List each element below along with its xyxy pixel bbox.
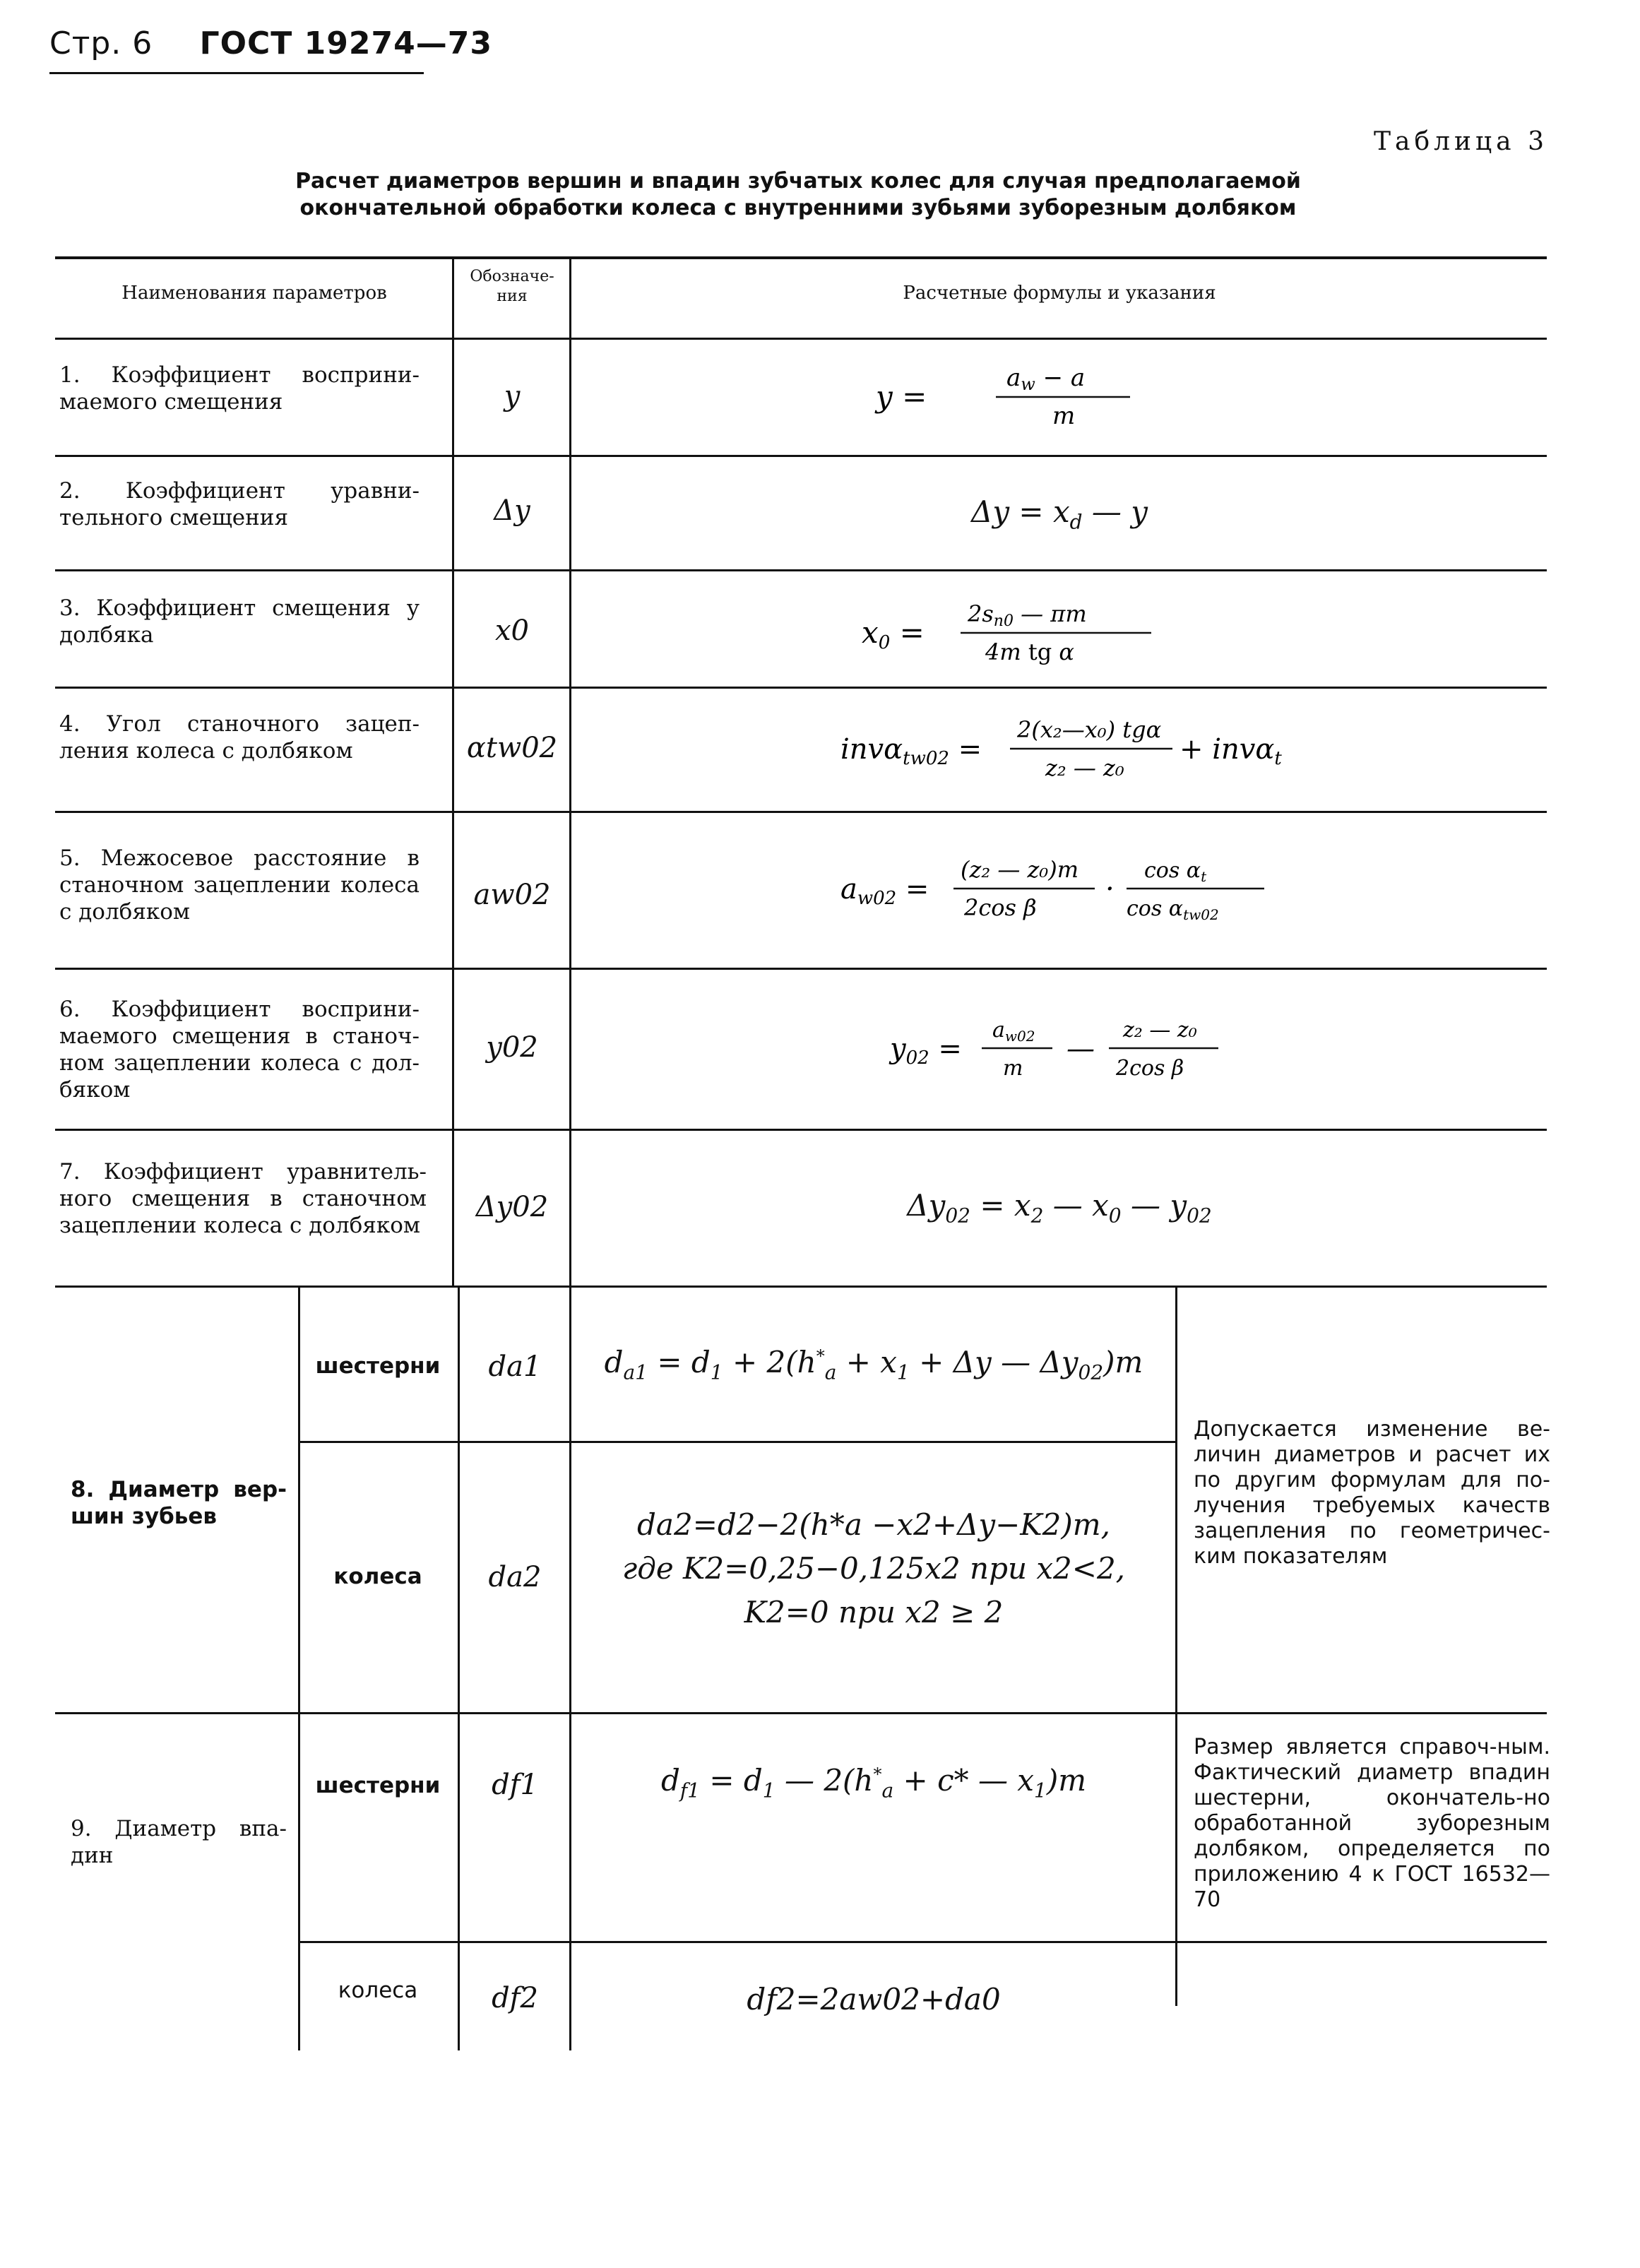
param-name: 1. Коэффициент восприни-маемого смещения: [59, 362, 420, 415]
svg-text:aw02 =: $a_{w02}$ =: [840, 873, 929, 909]
svg-text:y =: y =: [876, 379, 927, 414]
row-rule: [55, 455, 1547, 457]
page-number: Стр. 6: [49, 25, 153, 61]
formula-svg: [890, 1014, 1229, 1085]
param-name: 7. Коэффициент уравнитель-ного смещения в станочном зацеплении колеса с долбяком: [59, 1159, 427, 1238]
formula-line: da2=d2−2(h*a −x2+Δy−K2)m,: [637, 1507, 1110, 1542]
column-rule: [298, 1286, 300, 2050]
svg-text:2cos β: 2cos β: [964, 894, 1037, 921]
svg-text:4m tg α: 4m tg α: [985, 639, 1074, 665]
table-caption: [268, 168, 1328, 222]
row-rule: [55, 968, 1547, 970]
svg-text:y02 =: $y_{02}$ =: [890, 1033, 962, 1069]
formula: $d_{f1} = d_1$ — $2(h^*_a + c*$ — $x_1)m$: [660, 1763, 1087, 1803]
row-rule: [55, 1286, 1547, 1288]
param-symbol: Δy: [494, 494, 530, 527]
svg-text:x0 =: x0 =: [862, 615, 925, 653]
svg-text:2(x₂—x₀) tgα: 2(x₂—x₀) tgα: [1017, 716, 1162, 743]
param-symbol: da1: [488, 1350, 542, 1383]
svg-text:—: —: [1066, 1033, 1095, 1065]
formula-svg: [876, 363, 1243, 431]
svg-text:aw − a: aw − a: [1006, 364, 1086, 394]
param-name: 2. Коэффициент уравни-тельного смещения: [59, 478, 420, 530]
formula-line: K2=0 при x2 ≥ 2: [744, 1595, 1004, 1629]
subrow-label: колеса: [338, 1978, 418, 2003]
formula-line: где K2=0,25−0,125x2 при x2<2,: [622, 1551, 1126, 1586]
header-name: Наименования параметров: [121, 283, 387, 304]
svg-text:·: ·: [1105, 873, 1115, 906]
param-name: 9. Диаметр впа-дин: [71, 1816, 287, 1868]
table-number: Таблица 3: [1374, 127, 1548, 156]
param-name: 4. Угол станочного зацеп-ления колеса с долбяком: [59, 711, 420, 764]
svg-text:invαtw02 =: invα$_{tw02}$ =: [840, 733, 982, 769]
subrow-label: шестерни: [315, 1773, 441, 1798]
formula: [572, 363, 1547, 431]
formula: [572, 855, 1547, 925]
formula: $d_{a1} = d_1 + 2(h^*_a + x_1 + \Delta y$ — $\Delta y_{02})m$: [604, 1345, 1143, 1384]
row-rule: [55, 811, 1547, 813]
formula: [572, 599, 1547, 667]
header-bottom-rule: [55, 338, 1547, 340]
svg-text:+ invαt: + invα$_t$: [1180, 733, 1282, 769]
param-name: 5. Межосевое расстояние в станочном зацеплении колеса с долбяком: [59, 845, 420, 925]
formula: $\Delta y_{02} = x_2$ — $x_0$ — $y_{02}$: [907, 1188, 1212, 1228]
formula: [572, 1503, 1175, 1634]
svg-text:2cos β: 2cos β: [1116, 1056, 1184, 1081]
row-rule: [55, 1712, 1547, 1714]
row-rule: [55, 687, 1547, 689]
subrow-rule: [298, 1441, 1175, 1443]
formula-svg: [840, 715, 1282, 785]
param-symbol: da2: [488, 1561, 542, 1593]
param-name: 3. Коэффициент смещения у долбяка: [59, 595, 420, 648]
svg-text:cos αtw02: $\cos \alpha_{tw02}$: [1127, 896, 1219, 923]
param-symbol: x0: [494, 615, 529, 647]
formula: df2=2aw02+da0: [747, 1982, 1001, 2017]
header-rule: [49, 72, 424, 74]
header-symbol: Обозначе-ния: [470, 268, 554, 305]
row-rule: [55, 569, 1547, 571]
table-top-rule: [55, 256, 1547, 259]
param-symbol: αtw02: [466, 732, 558, 764]
subrow-rule: [298, 1941, 1547, 1943]
svg-text:cos αt: $\cos \alpha_t$: [1144, 858, 1207, 885]
param-name: 8. Диаметр вер-шин зубьев: [71, 1477, 287, 1529]
svg-text:(z₂ — z₀)m: (z₂ — z₀)m: [961, 856, 1079, 883]
column-rule: [458, 1286, 460, 2050]
param-symbol: df2: [492, 1982, 538, 2014]
param-symbol: aw02: [473, 879, 551, 911]
subrow-label: шестерни: [315, 1353, 441, 1379]
header-formula: Расчетные формулы и указания: [903, 283, 1216, 304]
svg-text:m: m: [1003, 1056, 1023, 1081]
standard-number: ГОСТ 19274—73: [199, 25, 492, 61]
param-name: 6. Коэффициент восприни-маемого смещения в станоч-ном зацеплении колеса с дол-бяком: [59, 997, 420, 1103]
row-rule: [55, 1129, 1547, 1131]
note: Допускается изменение ве-личин диаметров и расчет их по другим формулам для по-лучения требуемых качеств зацепления по геометричес-ким показателям: [1194, 1417, 1550, 1569]
formula: $\Delta y = x_d$ — y: [970, 494, 1148, 534]
param-symbol: df1: [492, 1769, 538, 1801]
param-symbol: y02: [486, 1031, 538, 1064]
param-symbol: Δy02: [475, 1191, 549, 1223]
svg-text:z₂ — z₀: z₂ — z₀: [1123, 1018, 1197, 1043]
formula-svg: [862, 599, 1257, 667]
column-rule: [569, 256, 571, 2050]
param-symbol: y: [504, 380, 521, 412]
caption-line: Расчет диаметров вершин и впадин зубчатых колес для случая предполагаемой: [295, 169, 1301, 194]
column-rule: [1175, 1286, 1177, 2006]
svg-text:2sn0 — πm: 2sn0 — πm: [968, 600, 1087, 630]
formula: [572, 1014, 1547, 1085]
formula-svg: [840, 855, 1278, 925]
subrow-label: колеса: [333, 1564, 422, 1589]
note: Размер является справоч-ным. Фактический диаметр впадин шестерни, окончатель-но обработанной зуборезным долбяком, определяется по приложению 4 к ГОСТ 16532—70: [1194, 1735, 1550, 1912]
svg-text:m: m: [1052, 402, 1076, 430]
svg-text:aw02: $a_{w02}$: [992, 1018, 1035, 1045]
svg-text:z₂ — z₀: z₂ — z₀: [1045, 754, 1124, 781]
column-rule: [452, 256, 454, 1288]
formula: [572, 715, 1547, 785]
page-header: [49, 25, 492, 61]
caption-line: окончательной обработки колеса с внутренними зубьями зуборезным долбяком: [299, 196, 1297, 220]
